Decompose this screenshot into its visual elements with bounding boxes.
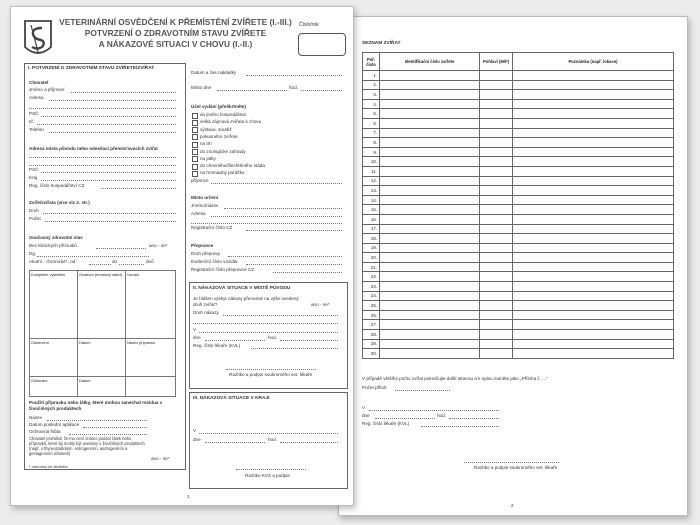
zvire-heading: Zvíře/zvířata (více viz 2. str.) — [29, 200, 90, 205]
section-2-heading: II. NÁKAZOVÁ SITUACE V MÍSTĚ PŮVODU — [193, 286, 291, 291]
puvod-heading: Adresa místa původu nebo odesílací přemísťovacích zvířat — [29, 146, 158, 151]
row-number: 15. — [363, 205, 380, 215]
id-cell[interactable] — [380, 166, 480, 176]
datum-aplikace-label: Datum poslední aplikace — [29, 422, 80, 427]
table-row — [363, 243, 674, 253]
id-cell[interactable] — [380, 282, 480, 292]
table-row — [363, 71, 674, 81]
table-row — [363, 109, 674, 119]
ucel-checkbox[interactable] — [192, 127, 198, 133]
bez-priznaku-label: Bez klinických příznaků — [29, 243, 77, 248]
col-identifikacni-cislo: Identifikační číslo zvířete — [380, 53, 480, 71]
note-cell[interactable] — [513, 291, 674, 301]
footnote: * nehodící se škrtněte — [29, 464, 68, 469]
sex-cell[interactable] — [480, 301, 513, 311]
druh-prepravy-label: Druh přepravy — [191, 251, 221, 256]
sex-cell[interactable] — [480, 310, 513, 320]
ucel-option-label: na hromadný porážku — [200, 170, 245, 176]
row-number: 9. — [363, 147, 380, 157]
table-row — [363, 310, 674, 320]
table-row — [363, 330, 674, 340]
sec2-hod-label: hod. — [268, 335, 277, 340]
note-cell[interactable] — [513, 128, 674, 138]
row-number: 10. — [363, 157, 380, 167]
sex-cell[interactable] — [480, 214, 513, 224]
druh-nakazy-label: Druh nákazy — [193, 310, 219, 315]
note-cell[interactable] — [513, 205, 674, 215]
sec2-razitko: Razítko a podpis soukromého vet. lékaře — [229, 372, 313, 377]
id-cell[interactable] — [380, 176, 480, 186]
sex-cell[interactable] — [480, 186, 513, 196]
page-2 — [338, 16, 688, 516]
note-cell[interactable] — [513, 71, 674, 81]
table-row — [363, 291, 674, 301]
row-number: 21. — [363, 262, 380, 272]
sex-cell[interactable] — [480, 157, 513, 167]
ucel-option-label: na trh — [200, 141, 212, 147]
sex-cell[interactable] — [480, 282, 513, 292]
id-cell[interactable] — [380, 195, 480, 205]
ucel-checkbox[interactable] — [192, 142, 198, 148]
id-cell[interactable] — [380, 118, 480, 128]
note-cell[interactable] — [513, 234, 674, 244]
grid-datum-1: Datum — [78, 339, 126, 377]
nazev-label: Název — [29, 415, 43, 420]
sex-cell[interactable] — [480, 234, 513, 244]
sex-cell[interactable] — [480, 90, 513, 100]
ucel-option-label: do zoologické zahrady — [200, 148, 246, 154]
sex-cell[interactable] — [480, 320, 513, 330]
row-number: 16. — [363, 214, 380, 224]
page-1 — [10, 6, 354, 506]
sec3-dne-label: dne — [193, 437, 201, 442]
row-number: 3. — [363, 90, 380, 100]
row-number: 24. — [363, 291, 380, 301]
pocet-label: Počet — [29, 216, 41, 221]
p1-page-number: 1 — [187, 494, 190, 499]
adresa-label: Adresa — [29, 95, 44, 100]
row-number: 22. — [363, 272, 380, 282]
col-pohlavi: Pohlaví (M/F) — [480, 53, 513, 71]
psc-label: PSČ — [29, 111, 39, 116]
sex-cell[interactable] — [480, 99, 513, 109]
ucel-checkbox[interactable] — [192, 164, 198, 170]
row-number: 26. — [363, 310, 380, 320]
table-row — [363, 349, 674, 359]
row-number: 19. — [363, 243, 380, 253]
table-row — [363, 166, 674, 176]
id-cell[interactable] — [380, 80, 480, 90]
urceni-reg-cz-label: Registrační číslo CZ — [191, 225, 233, 230]
ucel-checkbox[interactable] — [192, 149, 198, 155]
cislo-rok-field[interactable] — [298, 33, 346, 56]
ucel-checkbox[interactable] — [192, 171, 198, 177]
seznam-zvirat-heading: SEZNAM ZVÍŘAT — [362, 41, 401, 46]
ucel-checkbox[interactable] — [192, 134, 198, 140]
chovatel-heading: Chovatel — [29, 80, 49, 85]
grid-nazev-pripravku: Název přípravku — [126, 339, 176, 377]
note-cell[interactable] — [513, 330, 674, 340]
ucel-checkbox[interactable] — [192, 120, 198, 126]
id-cell[interactable] — [380, 253, 480, 263]
p2-razitko: Razítko a podpis soukromého vet. lékaře — [474, 465, 558, 470]
row-number: 2. — [363, 80, 380, 90]
id-cell[interactable] — [380, 272, 480, 282]
note-cell[interactable] — [513, 138, 674, 148]
document-title — [53, 17, 298, 50]
note-cell[interactable] — [513, 80, 674, 90]
section-2-question: Je hlášen výskyt nákazy přenosné na výše uvedený druh zvířat? — [193, 296, 299, 307]
jmeno-nazev-label: Jméno/název — [191, 203, 219, 208]
sex-cell[interactable] — [480, 224, 513, 234]
note-cell[interactable] — [513, 186, 674, 196]
table-row — [363, 118, 674, 128]
note-cell[interactable] — [513, 99, 674, 109]
grid-vzorek: Vzorek — [126, 271, 176, 339]
id-cell[interactable] — [380, 214, 480, 224]
table-row — [363, 205, 674, 215]
row-number: 28. — [363, 330, 380, 340]
grid-odcerveni: Odčervení — [30, 339, 78, 377]
prijemce-label: příjemce — [191, 178, 209, 183]
cislo-rok-label: Číslo/rok — [299, 22, 319, 28]
row-number: 11. — [363, 166, 380, 176]
table-row — [363, 320, 674, 330]
ucel-heading: Účel vydání (přeškrtněte) — [191, 104, 246, 109]
row-number: 27. — [363, 320, 380, 330]
sex-cell[interactable] — [480, 195, 513, 205]
grid-datum-2: Datum — [78, 377, 126, 397]
sec3-hod-label: hod. — [268, 437, 277, 442]
table-row — [363, 186, 674, 196]
id-cell[interactable] — [380, 157, 480, 167]
sec2-dne-label: dne — [193, 335, 201, 340]
urceni-adresa-label: Adresa — [191, 211, 206, 216]
id-cell[interactable] — [380, 349, 480, 359]
sex-cell[interactable] — [480, 205, 513, 215]
note-cell[interactable] — [513, 90, 674, 100]
col-poradove-cislo: Poř. číslo — [363, 53, 380, 71]
grid-empty — [126, 377, 176, 397]
p2-dne-label: dne — [362, 413, 370, 418]
sex-cell[interactable] — [480, 330, 513, 340]
sex-cell[interactable] — [480, 138, 513, 148]
animal-list-table — [362, 52, 674, 359]
row-number: 1. — [363, 71, 380, 81]
ucel-option-label: do chovného/šlechtěného stáda — [200, 163, 265, 169]
note-cell[interactable] — [513, 214, 674, 224]
note-cell[interactable] — [513, 301, 674, 311]
table-row — [363, 128, 674, 138]
sex-cell[interactable] — [480, 243, 513, 253]
note-cell[interactable] — [513, 109, 674, 119]
section-2-ano-ne: ano - ne* — [311, 302, 330, 307]
exam-grid — [29, 270, 176, 397]
note-cell[interactable] — [513, 320, 674, 330]
dg-label: Dg. — [29, 251, 37, 256]
reg-prepravce-label: Registrační číslo přepravce CZ — [191, 267, 255, 272]
note-more-animals: V případě většího počtu zvířat pokračujte další stranou a k opisu zaměte jako „Příloha č. ..." — [362, 376, 548, 381]
datum-nakladky-label: Datum a čas nakládky — [191, 70, 237, 75]
note-cell[interactable] — [513, 243, 674, 253]
p2-v-label: V — [362, 405, 366, 410]
id-cell[interactable] — [380, 310, 480, 320]
table-row — [363, 90, 674, 100]
table-row — [363, 282, 674, 292]
row-number: 25. — [363, 301, 380, 311]
grid-ockovani: Očkování — [30, 377, 78, 397]
note-cell[interactable] — [513, 272, 674, 282]
table-row — [363, 339, 674, 349]
row-number: 4. — [363, 99, 380, 109]
sex-cell[interactable] — [480, 166, 513, 176]
row-number: 7. — [363, 128, 380, 138]
row-number: 30. — [363, 349, 380, 359]
ic-label: IČ — [29, 119, 34, 124]
note-cell[interactable] — [513, 349, 674, 359]
reziduum-heading: Použití přípravku nebo látky, které mohou zanechat rezidua v živočišných produktech — [29, 400, 163, 411]
row-number: 17. — [363, 224, 380, 234]
ucel-checkbox[interactable] — [192, 156, 198, 162]
table-row — [363, 214, 674, 224]
sex-cell[interactable] — [480, 291, 513, 301]
akutni-label: Akutní - chronické*, od — [29, 259, 76, 264]
chovatel-ano-ne: ano - ne* — [151, 456, 170, 461]
title-line-1: VETERINÁRNÍ OSVĚDČENÍ K PŘEMÍSTĚNÍ ZVÍŘETE (I.-III.) — [59, 17, 292, 27]
table-row — [363, 272, 674, 282]
row-number: 14. — [363, 195, 380, 205]
id-cell[interactable] — [380, 234, 480, 244]
table-row — [363, 262, 674, 272]
col-poznamka: Poznámka (např. lokace) — [513, 53, 674, 71]
note-cell[interactable] — [513, 118, 674, 128]
note-cell[interactable] — [513, 147, 674, 157]
id-cell[interactable] — [380, 99, 480, 109]
id-cell[interactable] — [380, 339, 480, 349]
sex-cell[interactable] — [480, 262, 513, 272]
id-cell[interactable] — [380, 243, 480, 253]
note-cell[interactable] — [513, 166, 674, 176]
prepravce-heading: Přepravce — [191, 243, 214, 248]
bez-priznaku-ano-ne: ano - ne* — [149, 243, 168, 248]
id-cell[interactable] — [380, 71, 480, 81]
evidencni-cislo-label: Evidenční číslo vozidla — [191, 259, 238, 264]
id-cell[interactable] — [380, 109, 480, 119]
row-number: 29. — [363, 339, 380, 349]
sex-cell[interactable] — [480, 339, 513, 349]
sex-cell[interactable] — [480, 147, 513, 157]
misto-urceni-heading: Místo určení — [191, 195, 219, 200]
chovatel-prohlasil-text: Chovatel prohlásil, že mu není známo podání látek nebo přípravků, které by mohly být uvedeny v živočišných produktech (např. s thyreostatickým, estrogenním, androgenním a gestagenním účinkem) — [29, 436, 145, 456]
soucasny-stav-heading: Současný zdravotní stav — [29, 235, 83, 240]
row-number: 8. — [363, 138, 380, 148]
ucel-option-label: na jatky — [200, 155, 216, 161]
id-cell[interactable] — [380, 262, 480, 272]
note-cell[interactable] — [513, 282, 674, 292]
table-row — [363, 99, 674, 109]
id-cell[interactable] — [380, 186, 480, 196]
ucel-option-label: do jiného hospodářství — [200, 112, 247, 117]
id-cell[interactable] — [380, 128, 480, 138]
p2-hod-label: hod. — [437, 413, 446, 418]
note-cell[interactable] — [513, 253, 674, 263]
druh-label: Druh — [29, 208, 39, 213]
table-row — [363, 234, 674, 244]
row-number: 13. — [363, 186, 380, 196]
reg-cz-label: Reg. číslo hospodářství CZ — [29, 183, 85, 188]
ucel-option-label: výstava, soutěž — [200, 126, 232, 132]
telefon-label: Telefon — [29, 127, 44, 132]
table-row — [363, 176, 674, 186]
sex-cell[interactable] — [480, 128, 513, 138]
misto-hod-label: hod. — [289, 85, 298, 90]
sec3-v-label: V — [193, 428, 197, 433]
ucel-option-label: velká zájmová zvířata k chovu — [200, 119, 262, 125]
note-cell[interactable] — [513, 157, 674, 167]
table-row — [363, 301, 674, 311]
row-number: 18. — [363, 234, 380, 244]
note-cell[interactable] — [513, 224, 674, 234]
dnu-label: dnů — [146, 259, 154, 264]
sex-cell[interactable] — [480, 253, 513, 263]
table-row — [363, 224, 674, 234]
table-row — [363, 80, 674, 90]
grid-ovarium: Ovarium (hmatový nález) — [78, 271, 126, 339]
table-row — [363, 157, 674, 167]
do-label: do — [112, 259, 118, 264]
note-cell[interactable] — [513, 262, 674, 272]
id-cell[interactable] — [380, 301, 480, 311]
id-cell[interactable] — [380, 330, 480, 340]
misto-dne-label: Místo dne — [191, 85, 212, 90]
table-row — [363, 253, 674, 263]
psc2-label: PSČ — [29, 167, 39, 172]
id-cell[interactable] — [380, 320, 480, 330]
note-cell[interactable] — [513, 310, 674, 320]
row-number: 6. — [363, 118, 380, 128]
ucel-checkbox[interactable] — [192, 113, 198, 119]
id-cell[interactable] — [380, 90, 480, 100]
title-line-3: A NÁKAZOVÉ SITUACI V CHOVU (I.-II.) — [98, 39, 253, 49]
sex-cell[interactable] — [480, 109, 513, 119]
table-row — [363, 138, 674, 148]
veterinary-logo-icon — [23, 19, 53, 59]
sec2-v-label: V — [193, 327, 197, 332]
row-number: 5. — [363, 109, 380, 119]
sex-cell[interactable] — [480, 349, 513, 359]
grid-kompletni: Kompletní vyšetření — [30, 271, 78, 339]
sex-cell[interactable] — [480, 176, 513, 186]
section-1-heading: I. POTVRZENÍ O ZDRAVOTNÍM STAVU ZVÍŘETE/ZVÍŘAT — [28, 66, 155, 71]
sec3-razitko: Razítko KVS a podpis — [245, 473, 290, 478]
sex-cell[interactable] — [480, 118, 513, 128]
sex-cell[interactable] — [480, 272, 513, 282]
row-number: 23. — [363, 282, 380, 292]
sex-cell[interactable] — [480, 71, 513, 81]
kraj-label: Kraj — [29, 175, 38, 180]
note-cell[interactable] — [513, 195, 674, 205]
note-cell[interactable] — [513, 176, 674, 186]
id-cell[interactable] — [380, 224, 480, 234]
table-row — [363, 147, 674, 157]
sex-cell[interactable] — [480, 80, 513, 90]
section-3-heading: III. NÁKAZOVÁ SITUACE V KRAJI — [193, 396, 270, 401]
row-number: 12. — [363, 176, 380, 186]
row-number: 20. — [363, 253, 380, 263]
id-cell[interactable] — [380, 147, 480, 157]
table-row — [363, 195, 674, 205]
id-cell[interactable] — [380, 291, 480, 301]
ucel-option-label: pokusného zvířete — [200, 133, 238, 139]
title-line-2: POTVRZENÍ O ZDRAVOTNÍM STAVU ZVÍŘETE — [84, 28, 267, 38]
pocet-priloh-label: Počet příloh — [362, 385, 387, 390]
ochranna-lhuta-label: Ochranná lhůta — [29, 429, 61, 434]
id-cell[interactable] — [380, 205, 480, 215]
id-cell[interactable] — [380, 138, 480, 148]
p2-page-number: 2 — [511, 503, 514, 508]
sec2-reg-kvl-label: Reg. číslo lékaře (KVL) — [193, 343, 241, 348]
jmeno-label: Jméno a příjmení — [29, 87, 65, 92]
p2-reg-lekare-label: Reg. číslo lékaře (KVL) — [362, 421, 410, 426]
note-cell[interactable] — [513, 339, 674, 349]
